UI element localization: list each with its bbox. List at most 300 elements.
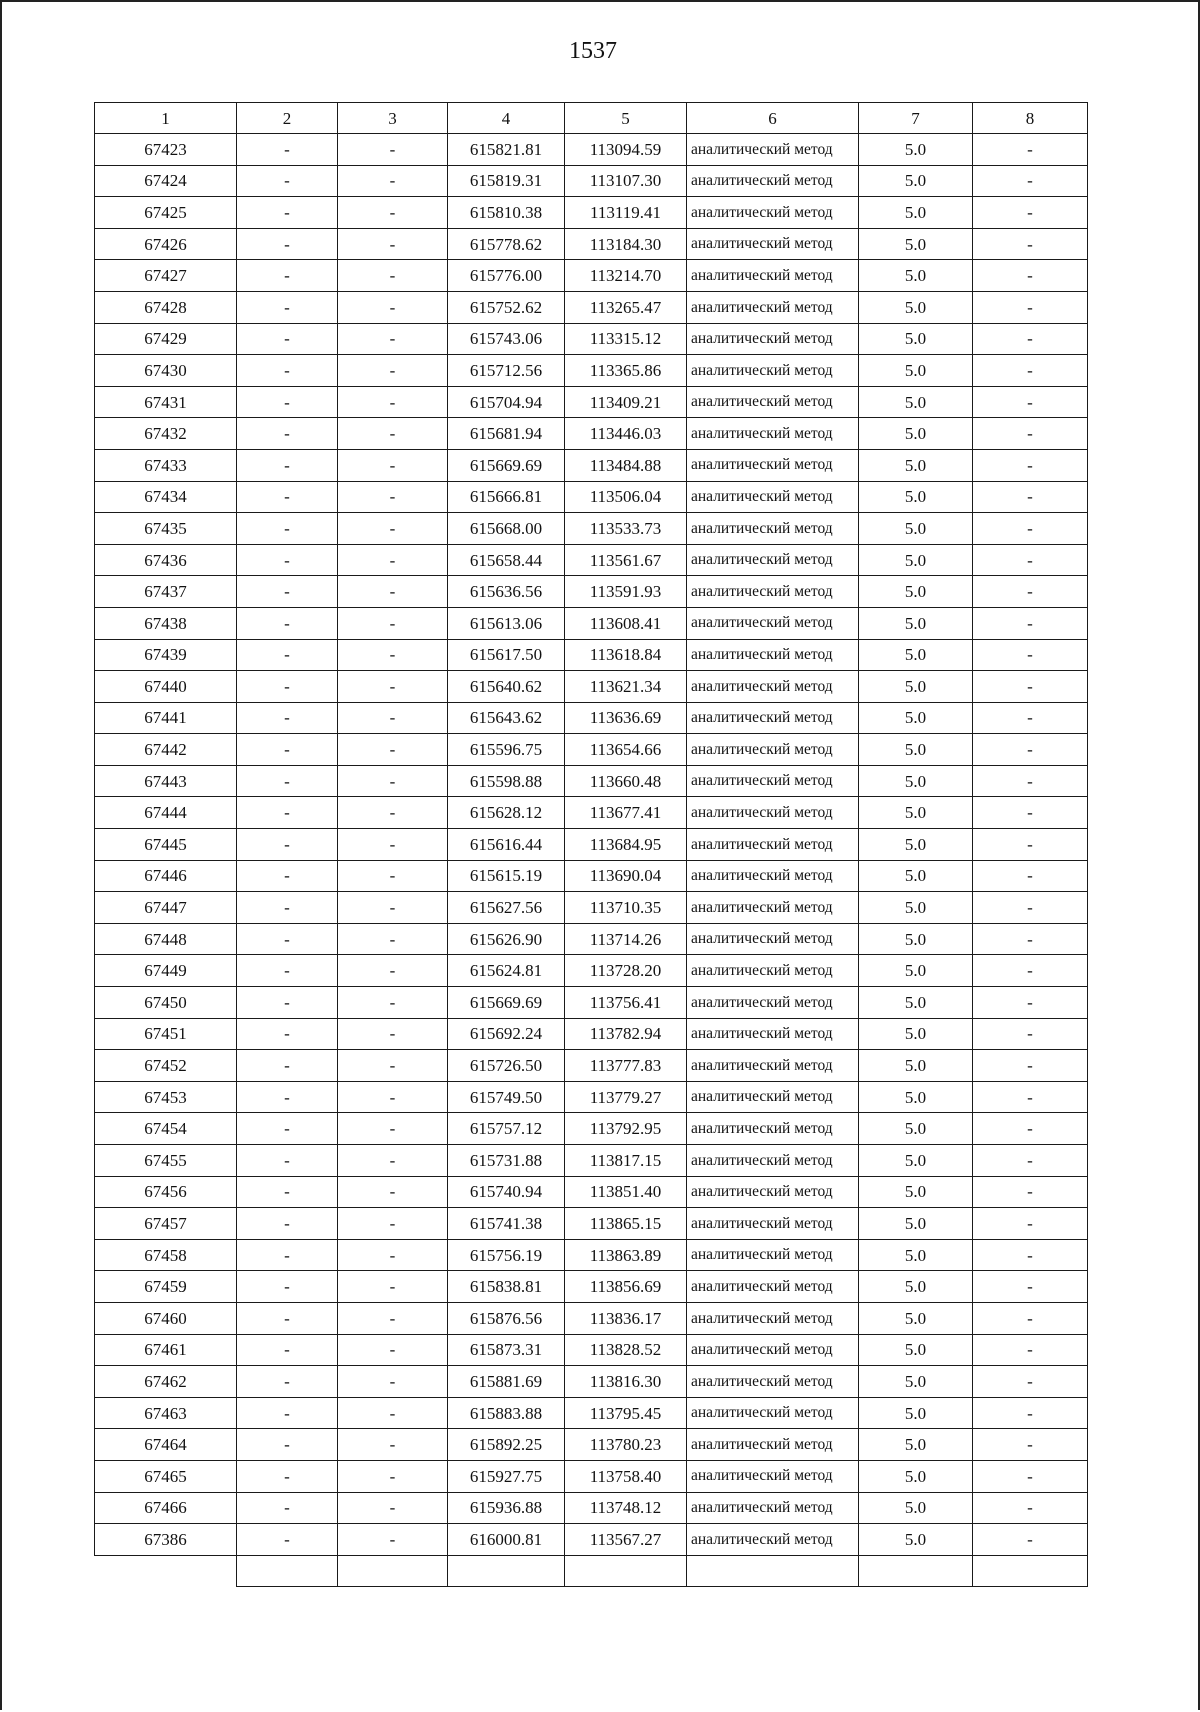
point-number-cell: 67462 bbox=[95, 1366, 237, 1398]
method-cell: аналитический метод bbox=[687, 513, 859, 545]
coord-y-cell: 113816.30 bbox=[565, 1366, 687, 1398]
coord-x-cell: 615640.62 bbox=[448, 671, 565, 703]
coord-y-cell: 113756.41 bbox=[565, 987, 687, 1019]
table-row bbox=[95, 449, 1088, 481]
accuracy-cell: 5.0 bbox=[859, 765, 973, 797]
accuracy-cell: 5.0 bbox=[859, 576, 973, 608]
col-3-value-cell: - bbox=[338, 260, 448, 292]
table-row bbox=[95, 1429, 1088, 1461]
empty-cell bbox=[687, 1555, 859, 1586]
col-2-value-cell: - bbox=[237, 291, 338, 323]
col-3-value-cell: - bbox=[338, 1145, 448, 1177]
col-3-value-cell: - bbox=[338, 892, 448, 924]
point-number-cell: 67443 bbox=[95, 765, 237, 797]
empty-cell bbox=[973, 1555, 1088, 1586]
method-cell: аналитический метод bbox=[687, 860, 859, 892]
col-2-value-cell: - bbox=[237, 797, 338, 829]
accuracy-cell: 5.0 bbox=[859, 228, 973, 260]
col-2-value-cell: - bbox=[237, 544, 338, 576]
col-8-value-cell: - bbox=[973, 923, 1088, 955]
table-row bbox=[95, 165, 1088, 197]
method-cell: аналитический метод bbox=[687, 197, 859, 229]
point-number-cell: 67429 bbox=[95, 323, 237, 355]
point-number-cell: 67461 bbox=[95, 1334, 237, 1366]
coord-x-cell: 615876.56 bbox=[448, 1302, 565, 1334]
point-number-cell: 67455 bbox=[95, 1145, 237, 1177]
col-3-value-cell: - bbox=[338, 923, 448, 955]
coord-y-cell: 113608.41 bbox=[565, 607, 687, 639]
col-8-value-cell: - bbox=[973, 1113, 1088, 1145]
col-8-value-cell: - bbox=[973, 544, 1088, 576]
column-header: 2 bbox=[237, 103, 338, 134]
point-number-cell: 67434 bbox=[95, 481, 237, 513]
table-row bbox=[95, 134, 1088, 166]
col-2-value-cell: - bbox=[237, 576, 338, 608]
coord-y-cell: 113758.40 bbox=[565, 1460, 687, 1492]
col-3-value-cell: - bbox=[338, 576, 448, 608]
coord-x-cell: 615666.81 bbox=[448, 481, 565, 513]
point-number-cell: 67460 bbox=[95, 1302, 237, 1334]
table-row bbox=[95, 1208, 1088, 1240]
col-2-value-cell: - bbox=[237, 1460, 338, 1492]
coord-x-cell: 615778.62 bbox=[448, 228, 565, 260]
coord-y-cell: 113748.12 bbox=[565, 1492, 687, 1524]
col-3-value-cell: - bbox=[338, 228, 448, 260]
method-cell: аналитический метод bbox=[687, 228, 859, 260]
col-3-value-cell: - bbox=[338, 1018, 448, 1050]
col-2-value-cell: - bbox=[237, 1113, 338, 1145]
table-row bbox=[95, 1397, 1088, 1429]
col-3-value-cell: - bbox=[338, 955, 448, 987]
coord-x-cell: 615881.69 bbox=[448, 1366, 565, 1398]
point-number-cell: 67440 bbox=[95, 671, 237, 703]
col-8-value-cell: - bbox=[973, 1145, 1088, 1177]
col-3-value-cell: - bbox=[338, 513, 448, 545]
coord-y-cell: 113621.34 bbox=[565, 671, 687, 703]
col-8-value-cell: - bbox=[973, 165, 1088, 197]
coord-x-cell: 615617.50 bbox=[448, 639, 565, 671]
table-row bbox=[95, 1524, 1088, 1556]
col-2-value-cell: - bbox=[237, 228, 338, 260]
coord-y-cell: 113660.48 bbox=[565, 765, 687, 797]
col-8-value-cell: - bbox=[973, 1460, 1088, 1492]
coord-x-cell: 615658.44 bbox=[448, 544, 565, 576]
accuracy-cell: 5.0 bbox=[859, 1492, 973, 1524]
table-row bbox=[95, 1302, 1088, 1334]
coord-x-cell: 615669.69 bbox=[448, 987, 565, 1019]
col-8-value-cell: - bbox=[973, 418, 1088, 450]
col-2-value-cell: - bbox=[237, 892, 338, 924]
col-8-value-cell: - bbox=[973, 607, 1088, 639]
coord-y-cell: 113856.69 bbox=[565, 1271, 687, 1303]
point-number-cell: 67466 bbox=[95, 1492, 237, 1524]
method-cell: аналитический метод bbox=[687, 323, 859, 355]
coord-y-cell: 113851.40 bbox=[565, 1176, 687, 1208]
accuracy-cell: 5.0 bbox=[859, 1081, 973, 1113]
point-number-cell: 67444 bbox=[95, 797, 237, 829]
method-cell: аналитический метод bbox=[687, 1334, 859, 1366]
coord-y-cell: 113863.89 bbox=[565, 1239, 687, 1271]
col-3-value-cell: - bbox=[338, 386, 448, 418]
coord-y-cell: 113184.30 bbox=[565, 228, 687, 260]
col-2-value-cell: - bbox=[237, 1429, 338, 1461]
coord-y-cell: 113780.23 bbox=[565, 1429, 687, 1461]
col-2-value-cell: - bbox=[237, 449, 338, 481]
col-8-value-cell: - bbox=[973, 734, 1088, 766]
col-8-value-cell: - bbox=[973, 228, 1088, 260]
coord-x-cell: 615873.31 bbox=[448, 1334, 565, 1366]
col-8-value-cell: - bbox=[973, 197, 1088, 229]
col-2-value-cell: - bbox=[237, 860, 338, 892]
col-2-value-cell: - bbox=[237, 197, 338, 229]
coord-x-cell: 615692.24 bbox=[448, 1018, 565, 1050]
table-row bbox=[95, 860, 1088, 892]
col-3-value-cell: - bbox=[338, 355, 448, 387]
table-row bbox=[95, 892, 1088, 924]
coord-x-cell: 615821.81 bbox=[448, 134, 565, 166]
method-cell: аналитический метод bbox=[687, 1397, 859, 1429]
col-3-value-cell: - bbox=[338, 1334, 448, 1366]
method-cell: аналитический метод bbox=[687, 1018, 859, 1050]
col-2-value-cell: - bbox=[237, 671, 338, 703]
point-number-cell: 67447 bbox=[95, 892, 237, 924]
col-3-value-cell: - bbox=[338, 639, 448, 671]
point-number-cell: 67459 bbox=[95, 1271, 237, 1303]
column-header: 8 bbox=[973, 103, 1088, 134]
col-2-value-cell: - bbox=[237, 355, 338, 387]
col-2-value-cell: - bbox=[237, 134, 338, 166]
point-number-cell: 67450 bbox=[95, 987, 237, 1019]
col-8-value-cell: - bbox=[973, 1397, 1088, 1429]
accuracy-cell: 5.0 bbox=[859, 1208, 973, 1240]
point-number-cell: 67427 bbox=[95, 260, 237, 292]
coord-x-cell: 615636.56 bbox=[448, 576, 565, 608]
accuracy-cell: 5.0 bbox=[859, 892, 973, 924]
accuracy-cell: 5.0 bbox=[859, 418, 973, 450]
col-3-value-cell: - bbox=[338, 987, 448, 1019]
method-cell: аналитический метод bbox=[687, 1176, 859, 1208]
col-3-value-cell: - bbox=[338, 449, 448, 481]
accuracy-cell: 5.0 bbox=[859, 1302, 973, 1334]
table-row bbox=[95, 576, 1088, 608]
coord-y-cell: 113865.15 bbox=[565, 1208, 687, 1240]
method-cell: аналитический метод bbox=[687, 702, 859, 734]
empty-cell bbox=[338, 1555, 448, 1586]
point-number-cell: 67435 bbox=[95, 513, 237, 545]
col-3-value-cell: - bbox=[338, 1429, 448, 1461]
point-number-cell: 67430 bbox=[95, 355, 237, 387]
table-row bbox=[95, 291, 1088, 323]
col-8-value-cell: - bbox=[973, 260, 1088, 292]
accuracy-cell: 5.0 bbox=[859, 987, 973, 1019]
method-cell: аналитический метод bbox=[687, 355, 859, 387]
col-2-value-cell: - bbox=[237, 260, 338, 292]
col-2-value-cell: - bbox=[237, 1145, 338, 1177]
column-header: 3 bbox=[338, 103, 448, 134]
coord-x-cell: 615615.19 bbox=[448, 860, 565, 892]
table-row bbox=[95, 702, 1088, 734]
col-8-value-cell: - bbox=[973, 860, 1088, 892]
col-2-value-cell: - bbox=[237, 955, 338, 987]
coord-x-cell: 615613.06 bbox=[448, 607, 565, 639]
method-cell: аналитический метод bbox=[687, 797, 859, 829]
coordinates-table bbox=[94, 102, 1088, 1587]
point-number-cell: 67451 bbox=[95, 1018, 237, 1050]
point-number-cell: 67423 bbox=[95, 134, 237, 166]
accuracy-cell: 5.0 bbox=[859, 1050, 973, 1082]
table-row bbox=[95, 987, 1088, 1019]
coord-y-cell: 113107.30 bbox=[565, 165, 687, 197]
empty-cell bbox=[565, 1555, 687, 1586]
method-cell: аналитический метод bbox=[687, 260, 859, 292]
accuracy-cell: 5.0 bbox=[859, 671, 973, 703]
point-number-cell: 67442 bbox=[95, 734, 237, 766]
accuracy-cell: 5.0 bbox=[859, 1145, 973, 1177]
coord-y-cell: 113777.83 bbox=[565, 1050, 687, 1082]
coord-y-cell: 113446.03 bbox=[565, 418, 687, 450]
accuracy-cell: 5.0 bbox=[859, 197, 973, 229]
coord-x-cell: 615757.12 bbox=[448, 1113, 565, 1145]
col-2-value-cell: - bbox=[237, 987, 338, 1019]
table-row bbox=[95, 1018, 1088, 1050]
col-3-value-cell: - bbox=[338, 197, 448, 229]
accuracy-cell: 5.0 bbox=[859, 544, 973, 576]
col-2-value-cell: - bbox=[237, 829, 338, 861]
method-cell: аналитический метод bbox=[687, 1145, 859, 1177]
col-8-value-cell: - bbox=[973, 1176, 1088, 1208]
accuracy-cell: 5.0 bbox=[859, 1429, 973, 1461]
empty-cell bbox=[95, 1555, 237, 1586]
method-cell: аналитический метод bbox=[687, 449, 859, 481]
column-header: 1 bbox=[95, 103, 237, 134]
method-cell: аналитический метод bbox=[687, 955, 859, 987]
accuracy-cell: 5.0 bbox=[859, 134, 973, 166]
table-row bbox=[95, 355, 1088, 387]
col-2-value-cell: - bbox=[237, 1018, 338, 1050]
col-8-value-cell: - bbox=[973, 829, 1088, 861]
method-cell: аналитический метод bbox=[687, 923, 859, 955]
method-cell: аналитический метод bbox=[687, 1524, 859, 1556]
empty-cell bbox=[237, 1555, 338, 1586]
coord-x-cell: 615668.00 bbox=[448, 513, 565, 545]
col-8-value-cell: - bbox=[973, 955, 1088, 987]
col-8-value-cell: - bbox=[973, 1081, 1088, 1113]
col-3-value-cell: - bbox=[338, 1208, 448, 1240]
coord-x-cell: 615712.56 bbox=[448, 355, 565, 387]
col-2-value-cell: - bbox=[237, 702, 338, 734]
col-3-value-cell: - bbox=[338, 544, 448, 576]
table-row bbox=[95, 1176, 1088, 1208]
coord-x-cell: 615936.88 bbox=[448, 1492, 565, 1524]
coord-x-cell: 615819.31 bbox=[448, 165, 565, 197]
col-8-value-cell: - bbox=[973, 1334, 1088, 1366]
method-cell: аналитический метод bbox=[687, 544, 859, 576]
coord-y-cell: 113618.84 bbox=[565, 639, 687, 671]
method-cell: аналитический метод bbox=[687, 1302, 859, 1334]
accuracy-cell: 5.0 bbox=[859, 702, 973, 734]
coord-x-cell: 616000.81 bbox=[448, 1524, 565, 1556]
point-number-cell: 67457 bbox=[95, 1208, 237, 1240]
col-8-value-cell: - bbox=[973, 134, 1088, 166]
coord-x-cell: 615731.88 bbox=[448, 1145, 565, 1177]
point-number-cell: 67425 bbox=[95, 197, 237, 229]
point-number-cell: 67441 bbox=[95, 702, 237, 734]
point-number-cell: 67448 bbox=[95, 923, 237, 955]
accuracy-cell: 5.0 bbox=[859, 1366, 973, 1398]
col-2-value-cell: - bbox=[237, 165, 338, 197]
coord-y-cell: 113094.59 bbox=[565, 134, 687, 166]
point-number-cell: 67453 bbox=[95, 1081, 237, 1113]
col-3-value-cell: - bbox=[338, 797, 448, 829]
table-row bbox=[95, 923, 1088, 955]
col-2-value-cell: - bbox=[237, 1334, 338, 1366]
table-row bbox=[95, 228, 1088, 260]
coord-x-cell: 615704.94 bbox=[448, 386, 565, 418]
accuracy-cell: 5.0 bbox=[859, 291, 973, 323]
coord-y-cell: 113677.41 bbox=[565, 797, 687, 829]
coord-y-cell: 113795.45 bbox=[565, 1397, 687, 1429]
point-number-cell: 67438 bbox=[95, 607, 237, 639]
coord-y-cell: 113591.93 bbox=[565, 576, 687, 608]
method-cell: аналитический метод bbox=[687, 576, 859, 608]
column-header: 6 bbox=[687, 103, 859, 134]
table-row bbox=[95, 513, 1088, 545]
col-2-value-cell: - bbox=[237, 481, 338, 513]
coord-x-cell: 615927.75 bbox=[448, 1460, 565, 1492]
table-row bbox=[95, 607, 1088, 639]
point-number-cell: 67454 bbox=[95, 1113, 237, 1145]
coord-y-cell: 113119.41 bbox=[565, 197, 687, 229]
coord-x-cell: 615810.38 bbox=[448, 197, 565, 229]
col-8-value-cell: - bbox=[973, 702, 1088, 734]
method-cell: аналитический метод bbox=[687, 734, 859, 766]
col-2-value-cell: - bbox=[237, 639, 338, 671]
col-8-value-cell: - bbox=[973, 1429, 1088, 1461]
col-3-value-cell: - bbox=[338, 1239, 448, 1271]
method-cell: аналитический метод bbox=[687, 829, 859, 861]
accuracy-cell: 5.0 bbox=[859, 513, 973, 545]
coord-x-cell: 615838.81 bbox=[448, 1271, 565, 1303]
col-2-value-cell: - bbox=[237, 1239, 338, 1271]
col-3-value-cell: - bbox=[338, 607, 448, 639]
coord-y-cell: 113506.04 bbox=[565, 481, 687, 513]
coord-y-cell: 113792.95 bbox=[565, 1113, 687, 1145]
method-cell: аналитический метод bbox=[687, 386, 859, 418]
point-number-cell: 67433 bbox=[95, 449, 237, 481]
col-8-value-cell: - bbox=[973, 671, 1088, 703]
coord-y-cell: 113710.35 bbox=[565, 892, 687, 924]
method-cell: аналитический метод bbox=[687, 1460, 859, 1492]
coord-y-cell: 113836.17 bbox=[565, 1302, 687, 1334]
coord-y-cell: 113567.27 bbox=[565, 1524, 687, 1556]
table-row bbox=[95, 1050, 1088, 1082]
col-3-value-cell: - bbox=[338, 1081, 448, 1113]
accuracy-cell: 5.0 bbox=[859, 1176, 973, 1208]
accuracy-cell: 5.0 bbox=[859, 607, 973, 639]
accuracy-cell: 5.0 bbox=[859, 355, 973, 387]
point-number-cell: 67458 bbox=[95, 1239, 237, 1271]
column-header: 5 bbox=[565, 103, 687, 134]
coord-x-cell: 615776.00 bbox=[448, 260, 565, 292]
accuracy-cell: 5.0 bbox=[859, 1524, 973, 1556]
coord-y-cell: 113484.88 bbox=[565, 449, 687, 481]
empty-table-row bbox=[95, 1555, 1088, 1586]
coord-y-cell: 113714.26 bbox=[565, 923, 687, 955]
col-3-value-cell: - bbox=[338, 1460, 448, 1492]
method-cell: аналитический метод bbox=[687, 671, 859, 703]
method-cell: аналитический метод bbox=[687, 1050, 859, 1082]
col-8-value-cell: - bbox=[973, 291, 1088, 323]
col-8-value-cell: - bbox=[973, 1271, 1088, 1303]
col-8-value-cell: - bbox=[973, 1524, 1088, 1556]
method-cell: аналитический метод bbox=[687, 1208, 859, 1240]
col-3-value-cell: - bbox=[338, 671, 448, 703]
method-cell: аналитический метод bbox=[687, 892, 859, 924]
coord-y-cell: 113265.47 bbox=[565, 291, 687, 323]
coord-x-cell: 615628.12 bbox=[448, 797, 565, 829]
coord-y-cell: 113315.12 bbox=[565, 323, 687, 355]
col-3-value-cell: - bbox=[338, 860, 448, 892]
col-8-value-cell: - bbox=[973, 481, 1088, 513]
col-2-value-cell: - bbox=[237, 1302, 338, 1334]
point-number-cell: 67431 bbox=[95, 386, 237, 418]
accuracy-cell: 5.0 bbox=[859, 797, 973, 829]
coord-x-cell: 615749.50 bbox=[448, 1081, 565, 1113]
point-number-cell: 67437 bbox=[95, 576, 237, 608]
table-row bbox=[95, 1081, 1088, 1113]
col-3-value-cell: - bbox=[338, 165, 448, 197]
table-row bbox=[95, 1334, 1088, 1366]
table-row bbox=[95, 544, 1088, 576]
col-8-value-cell: - bbox=[973, 639, 1088, 671]
col-8-value-cell: - bbox=[973, 892, 1088, 924]
coord-y-cell: 113728.20 bbox=[565, 955, 687, 987]
col-2-value-cell: - bbox=[237, 734, 338, 766]
col-8-value-cell: - bbox=[973, 987, 1088, 1019]
method-cell: аналитический метод bbox=[687, 481, 859, 513]
point-number-cell: 67465 bbox=[95, 1460, 237, 1492]
col-2-value-cell: - bbox=[237, 923, 338, 955]
table-row bbox=[95, 955, 1088, 987]
col-3-value-cell: - bbox=[338, 1176, 448, 1208]
point-number-cell: 67424 bbox=[95, 165, 237, 197]
method-cell: аналитический метод bbox=[687, 134, 859, 166]
col-8-value-cell: - bbox=[973, 1302, 1088, 1334]
point-number-cell: 67386 bbox=[95, 1524, 237, 1556]
method-cell: аналитический метод bbox=[687, 1081, 859, 1113]
table-row bbox=[95, 1366, 1088, 1398]
method-cell: аналитический метод bbox=[687, 1271, 859, 1303]
coord-y-cell: 113561.67 bbox=[565, 544, 687, 576]
accuracy-cell: 5.0 bbox=[859, 1271, 973, 1303]
coord-x-cell: 615643.62 bbox=[448, 702, 565, 734]
table-row bbox=[95, 481, 1088, 513]
method-cell: аналитический метод bbox=[687, 1239, 859, 1271]
table-row bbox=[95, 197, 1088, 229]
col-8-value-cell: - bbox=[973, 1050, 1088, 1082]
coord-y-cell: 113533.73 bbox=[565, 513, 687, 545]
point-number-cell: 67452 bbox=[95, 1050, 237, 1082]
col-2-value-cell: - bbox=[237, 1050, 338, 1082]
col-2-value-cell: - bbox=[237, 1524, 338, 1556]
col-8-value-cell: - bbox=[973, 355, 1088, 387]
col-3-value-cell: - bbox=[338, 1271, 448, 1303]
col-8-value-cell: - bbox=[973, 1018, 1088, 1050]
col-3-value-cell: - bbox=[338, 1050, 448, 1082]
col-3-value-cell: - bbox=[338, 291, 448, 323]
col-3-value-cell: - bbox=[338, 829, 448, 861]
col-8-value-cell: - bbox=[973, 765, 1088, 797]
